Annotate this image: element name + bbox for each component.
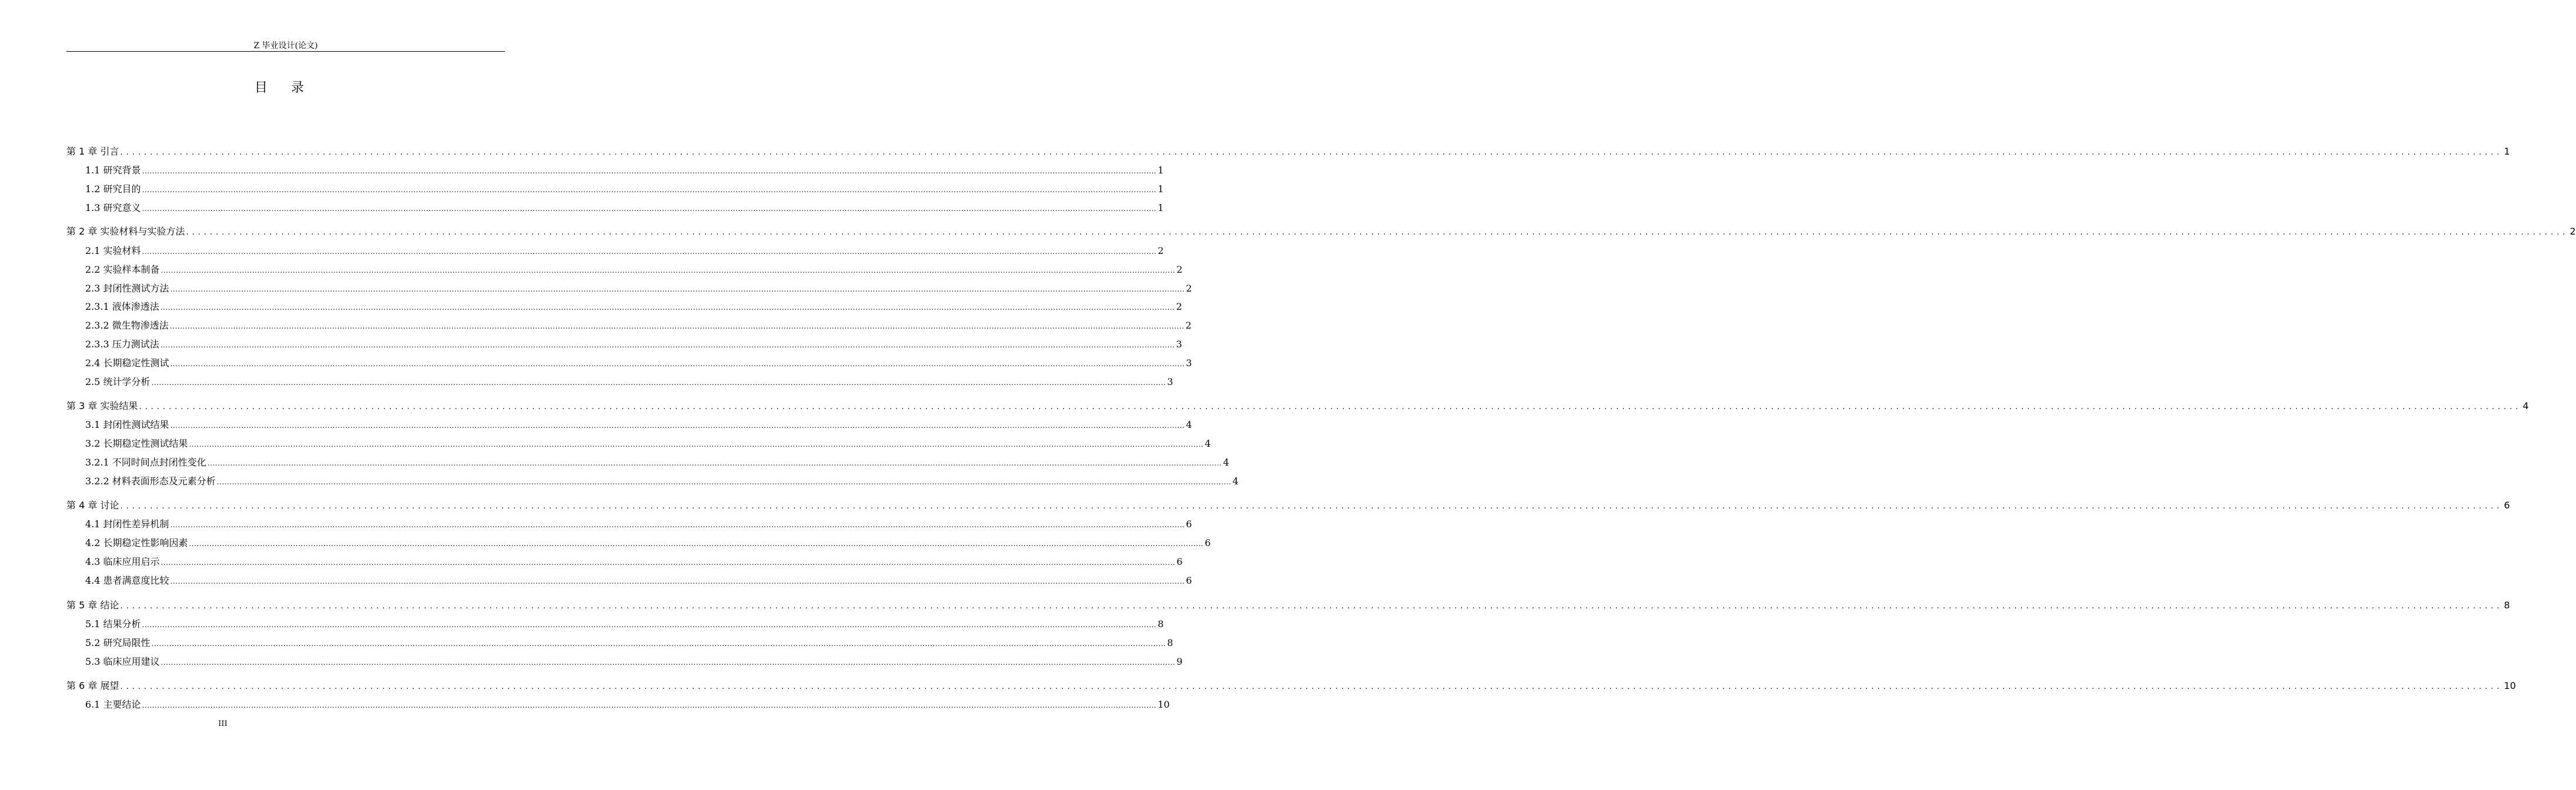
toc-entry-label: 第 5 章 结论 — [66, 600, 119, 611]
dot-leader: ................................................................................................................................................................................................................................................................................................................................................................................................................ — [160, 341, 1175, 349]
toc-entry-label: 3.2.2 材料表面形态及元素分析 — [85, 476, 216, 487]
toc-page-number: 6 — [2504, 500, 2510, 511]
dot-leader: ................................................................................................................................................................................................................................................................................................................................................................................................................ — [160, 558, 1176, 567]
page-number: III — [218, 719, 228, 728]
dot-leader: ................................................................................................................................................................................................................................................................................................................................................................................................................ — [142, 167, 1157, 175]
dot-leader: ................................................................................................................................................................................................................................................................................................................................................................................................................ — [120, 502, 2503, 511]
toc-page-number: 4 — [1186, 419, 1192, 430]
toc-entry-label: 第 6 章 展望 — [66, 680, 119, 691]
dot-leader: ................................................................................................................................................................................................................................................................................................................................................................................................................ — [142, 205, 1157, 213]
toc-page-number: 2 — [2570, 226, 2576, 237]
toc-section-entry[interactable] — [85, 356, 1192, 369]
toc-section-entry[interactable] — [85, 262, 1183, 276]
toc-entry-label: 2.3.3 压力测试法 — [85, 339, 159, 350]
toc-entry-label: 2.5 统计学分析 — [85, 376, 150, 387]
toc-chapter-entry[interactable] — [66, 498, 2510, 511]
toc-section-entry[interactable] — [85, 573, 1192, 587]
dot-leader: ................................................................................................................................................................................................................................................................................................................................................................................................................ — [120, 602, 2503, 611]
toc-entry-label: 3.2.1 不同时间点封闭性变化 — [85, 457, 206, 468]
toc-entry-label: 1.1 研究背景 — [85, 165, 141, 176]
dot-leader: ................................................................................................................................................................................................................................................................................................................................................................................................................ — [169, 322, 1185, 330]
toc-page-number: 10 — [1157, 699, 1170, 710]
dot-leader: ................................................................................................................................................................................................................................................................................................................................................................................................................ — [170, 521, 1185, 529]
dot-leader: ................................................................................................................................................................................................................................................................................................................................................................................................................ — [207, 459, 1222, 467]
toc-page-number: 2 — [1186, 283, 1192, 294]
toc-entry-label: 5.2 研究局限性 — [85, 637, 150, 648]
toc-section-entry[interactable] — [85, 337, 1182, 350]
toc-section-entry[interactable] — [85, 617, 1164, 630]
toc-section-entry[interactable] — [85, 535, 1211, 549]
toc-section-entry[interactable] — [85, 697, 1170, 711]
toc-page-number: 4 — [1232, 476, 1239, 487]
toc-page-number: 3 — [1176, 339, 1182, 350]
toc-section-entry[interactable] — [85, 436, 1211, 450]
toc-section-entry[interactable] — [85, 474, 1239, 487]
toc-page-number: 10 — [2504, 680, 2516, 691]
dot-leader: ................................................................................................................................................................................................................................................................................................................................................................................................................ — [142, 701, 1157, 709]
toc-page-number: 3 — [1186, 357, 1192, 369]
dot-leader: ................................................................................................................................................................................................................................................................................................................................................................................................................ — [189, 540, 1204, 548]
dot-leader: ................................................................................................................................................................................................................................................................................................................................................................................................................ — [139, 403, 2522, 411]
toc-page-number: 4 — [1223, 457, 1229, 468]
toc-chapter-entry[interactable] — [66, 144, 2510, 158]
toc-page-number: 6 — [1176, 556, 1183, 567]
toc-entry-label: 2.1 实验材料 — [85, 245, 141, 256]
toc-section-entry[interactable] — [85, 281, 1192, 294]
dot-leader: ................................................................................................................................................................................................................................................................................................................................................................................................................ — [142, 186, 1157, 194]
toc-chapter-entry[interactable] — [66, 678, 2516, 692]
toc-entry-label: 2.3 封闭性测试方法 — [85, 283, 169, 294]
toc-entry-label: 4.3 临床应用启示 — [85, 556, 160, 567]
toc-page-number: 4 — [1205, 438, 1211, 449]
page-title: 目录 — [254, 81, 327, 95]
dot-leader: ................................................................................................................................................................................................................................................................................................................................................................................................................ — [216, 478, 1232, 486]
toc-page-number: 1 — [1157, 165, 1164, 176]
toc-page-number: 8 — [1167, 637, 1173, 648]
toc-entry-label: 2.4 长期稳定性测试 — [85, 357, 169, 369]
dot-leader: ................................................................................................................................................................................................................................................................................................................................................................................................................ — [142, 621, 1157, 629]
dot-leader: ................................................................................................................................................................................................................................................................................................................................................................................................................ — [186, 228, 2569, 237]
toc-section-entry[interactable] — [85, 299, 1182, 313]
dot-leader: ................................................................................................................................................................................................................................................................................................................................................................................................................ — [151, 379, 1166, 387]
toc-entry-label: 第 4 章 讨论 — [66, 500, 119, 511]
dot-leader: ................................................................................................................................................................................................................................................................................................................................................................................................................ — [120, 682, 2503, 691]
toc-page-number: 2 — [1185, 320, 1192, 331]
toc-entry-label: 第 3 章 实验结果 — [66, 400, 138, 411]
toc-page-number: 3 — [1167, 376, 1173, 387]
toc-chapter-entry[interactable] — [66, 399, 2529, 412]
toc-entry-label: 第 2 章 实验材料与实验方法 — [66, 226, 185, 237]
toc-chapter-entry[interactable] — [66, 224, 2576, 237]
dot-leader: ................................................................................................................................................................................................................................................................................................................................................................................................................ — [151, 640, 1166, 648]
toc-entry-label: 4.2 长期稳定性影响因素 — [85, 537, 188, 548]
toc-chapter-entry[interactable] — [66, 598, 2510, 611]
toc-page-number: 9 — [1176, 656, 1183, 667]
toc-page-number: 2 — [1176, 264, 1183, 275]
toc-entry-label: 5.3 临床应用建议 — [85, 656, 160, 667]
toc-entry-label: 4.4 患者满意度比较 — [85, 575, 169, 586]
dot-leader: ................................................................................................................................................................................................................................................................................................................................................................................................................ — [160, 658, 1176, 667]
toc-page-number: 6 — [1205, 537, 1211, 548]
dot-leader: ................................................................................................................................................................................................................................................................................................................................................................................................................ — [160, 303, 1175, 312]
dot-leader: ................................................................................................................................................................................................................................................................................................................................................................................................................ — [170, 577, 1185, 585]
toc-section-entry[interactable] — [85, 654, 1183, 668]
toc-entry-label: 2.2 实验样本制备 — [85, 264, 160, 275]
toc-page-number: 2 — [1157, 245, 1164, 256]
toc-entry-label: 2.3.1 液体渗透法 — [85, 301, 159, 312]
toc-entry-label: 5.1 结果分析 — [85, 618, 141, 630]
toc-entry-label: 3.1 封闭性测试结果 — [85, 419, 169, 430]
toc-page-number: 8 — [2504, 600, 2510, 611]
toc-section-entry[interactable] — [85, 163, 1164, 176]
toc-page-number: 4 — [2523, 400, 2529, 411]
toc-page-number: 6 — [1186, 518, 1192, 530]
dot-leader: ................................................................................................................................................................................................................................................................................................................................................................................................................ — [170, 421, 1185, 430]
toc-page-number: 1 — [1157, 202, 1164, 213]
toc-entry-label: 第 1 章 引言 — [66, 146, 119, 157]
toc-page-number: 2 — [1176, 301, 1182, 312]
toc-page-number: 8 — [1157, 618, 1164, 630]
dot-leader: ................................................................................................................................................................................................................................................................................................................................................................................................................ — [160, 266, 1176, 275]
dot-leader: ................................................................................................................................................................................................................................................................................................................................................................................................................ — [170, 360, 1185, 368]
toc-section-entry[interactable] — [85, 517, 1192, 530]
running-header: Z 毕业设计(论文) — [253, 41, 318, 51]
toc-section-entry[interactable] — [85, 200, 1164, 214]
toc-section-entry[interactable] — [85, 455, 1229, 468]
toc-section-entry[interactable] — [85, 635, 1173, 649]
toc-entry-label: 6.1 主要结论 — [85, 699, 141, 710]
toc-section-entry[interactable] — [85, 182, 1164, 195]
dot-leader: ................................................................................................................................................................................................................................................................................................................................................................................................................ — [120, 148, 2503, 157]
toc-section-entry[interactable] — [85, 318, 1192, 332]
toc-section-entry[interactable] — [85, 243, 1164, 257]
toc-page-number: 1 — [2504, 146, 2510, 157]
toc-section-entry[interactable] — [85, 374, 1173, 388]
toc-section-entry[interactable] — [85, 554, 1183, 568]
dot-leader: ................................................................................................................................................................................................................................................................................................................................................................................................................ — [189, 440, 1204, 448]
toc-section-entry[interactable] — [85, 417, 1192, 431]
dot-leader: ................................................................................................................................................................................................................................................................................................................................................................................................................ — [142, 247, 1157, 256]
toc-page-number: 6 — [1186, 575, 1192, 586]
toc-entry-label: 3.2 长期稳定性测试结果 — [85, 438, 188, 449]
toc-entry-label: 4.1 封闭性差异机制 — [85, 518, 169, 530]
toc-entry-label: 1.3 研究意义 — [85, 202, 141, 213]
toc-entry-label: 2.3.2 微生物渗透法 — [85, 320, 169, 331]
toc-entry-label: 1.2 研究目的 — [85, 183, 141, 195]
toc-page-number: 1 — [1157, 183, 1164, 195]
dot-leader: ................................................................................................................................................................................................................................................................................................................................................................................................................ — [170, 285, 1185, 293]
